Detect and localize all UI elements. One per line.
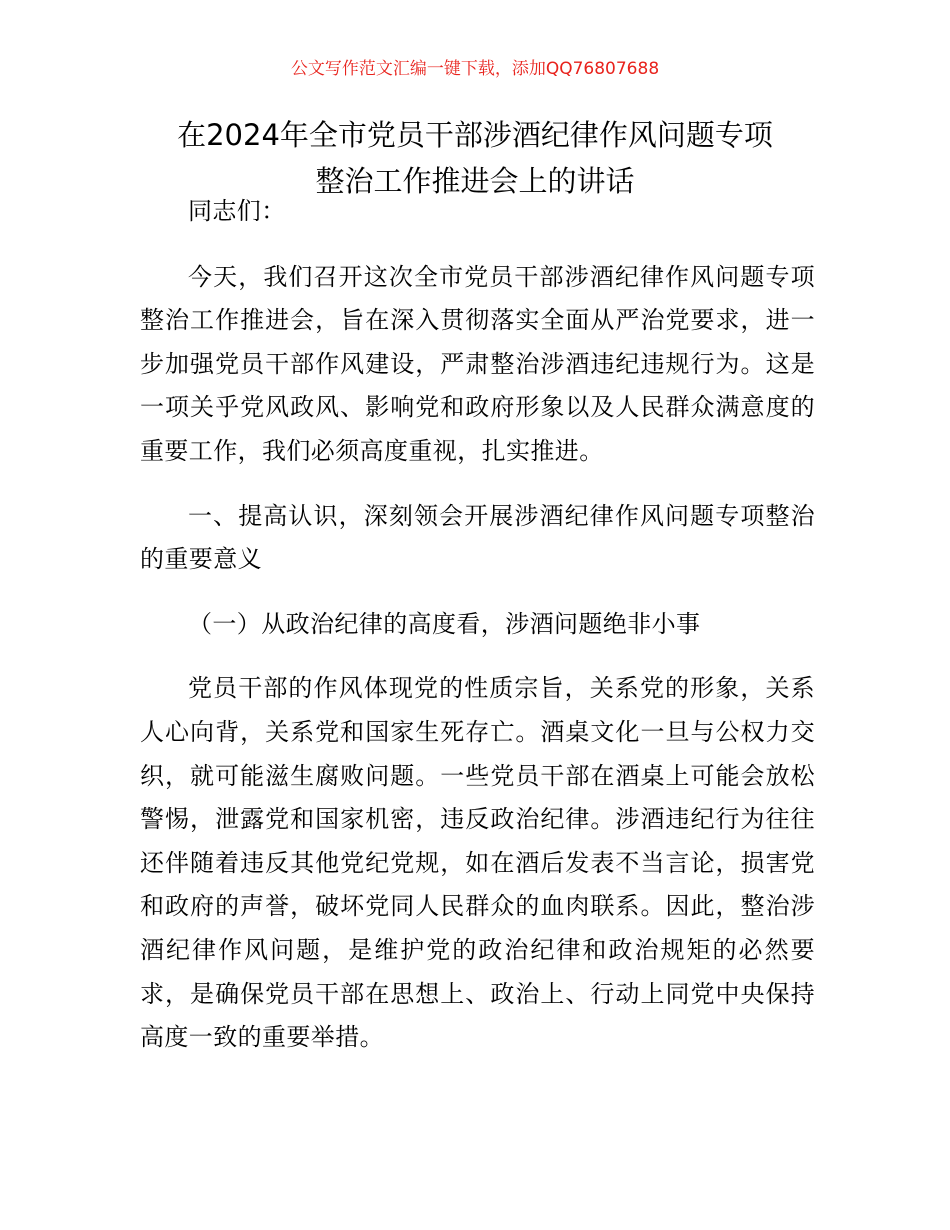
section-heading: 一、提高认识，深刻领会开展涉酒纪律作风问题专项整治的重要意义: [140, 501, 815, 574]
title-line-1: 在2024年全市党员干部涉酒纪律作风问题专项: [177, 118, 773, 152]
intro-paragraph: 今天，我们召开这次全市党员干部涉酒纪律作风问题专项整治工作推进会，旨在深入贯彻落实全面从严治党要求，进一步加强党员干部作风建设，严肃整治涉酒违纪违规行为。这是一项关乎党风政风、影响党和政府形象以及人民群众满意度的重要工作，我们必须高度重视，扎实推进。: [140, 262, 815, 465]
salutation: 同志们：: [188, 197, 286, 225]
download-banner: 公文写作范文汇编一键下载，添加QQ76807688: [290, 59, 660, 79]
document-body: [140, 190, 815, 1060]
title-line-2: 整治工作推进会上的讲话: [315, 164, 635, 198]
subsection-heading: （一）从政治纪律的高度看，涉酒问题绝非小事: [188, 609, 701, 638]
subsection-paragraph: 党员干部的作风体现党的性质宗旨，关系党的形象，关系人心向背，关系党和国家生死存亡。酒桌文化一旦与公权力交织，就可能滋生腐败问题。一些党员干部在酒桌上可能会放松警惕，泄露党和国家机密，违反政治纪律。涉酒违纪行为往往还伴随着违反其他党纪党规，如在酒后发表不当言论，损害党和政府的声誉，破坏党同人民群众的血肉联系。因此，整治涉酒纪律作风问题，是维护党的政治纪律和政治规矩的必然要求，是确保党员干部在思想上、政治上、行动上同党中央保持高度一致的重要举措。: [140, 674, 815, 1052]
